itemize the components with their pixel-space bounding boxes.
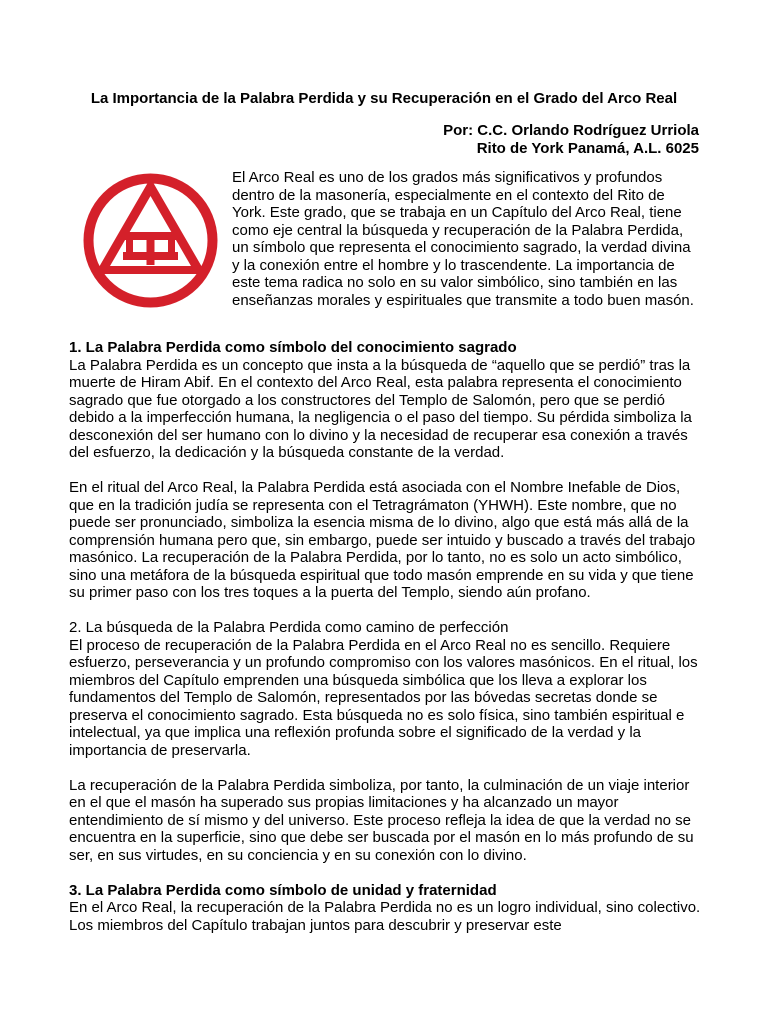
author-line: Por: C.C. Orlando Rodríguez Urriola — [443, 122, 699, 139]
section-paragraph: La recuperación de la Palabra Perdida simboliza, por tanto, la culminación de un viaje interior en el que el masón ha superado sus propias limitaciones y ha alcanzado un mayor entendimiento de sí mismo y del universo. Este proceso refleja la idea de que la verdad no se encuentra en la superficie, sino que debe ser buscada por el masón en lo más profundo de su ser, en sus virtudes, en su conciencia y en su conexión con lo divino. — [69, 776, 694, 864]
section-paragraph: El proceso de recuperación de la Palabra Perdida en el Arco Real no es sencillo. Requiere esfuerzo, perseverancia y un profundo compromiso con los valores masónicos. En el ritual, los miembros del Capítulo emprenden una búsqueda simbólica que los lleva a explorar los fundamentos del Templo de Salomón, representados por las bóvedas secretas donde se preserva el conocimiento sagrado. Esta búsqueda no es solo física, sino también espiritual e intelectual, ya que implica una reflexión profunda sobre el significado de la verdad y la importancia de preservarla. — [69, 636, 698, 759]
document-title: La Importancia de la Palabra Perdida y su Recuperación en el Grado del Arco Real — [90, 90, 678, 107]
section-paragraph: En el Arco Real, la recuperación de la Palabra Perdida no es un logro individual, sino colectivo. Los miembros del Capítulo trabajan juntos para descubrir y preservar este — [69, 899, 701, 934]
lodge-line: Rito de York Panamá, A.L. 6025 — [476, 139, 699, 157]
section-paragraph: En el ritual del Arco Real, la Palabra Perdida está asociada con el Nombre Inefable de Dios, que en la tradición judía se representa con el Tetragrámaton (YHWH). Este nombre, que no puede ser pronunciado, simboliza la esencia misma de lo divino, algo que está más allá de la comprensión humana pero que, sin embargo, puede ser intuido y buscado a través del trabajo masónico. La recuperación de la Palabra Perdida, por lo tanto, no es solo un acto simbólico, sino una metáfora de la búsqueda espiritual que todo masón emprende en su vida y que tiene su primer paso con los tres toques a la puerta del Templo, siendo aún profano. — [69, 479, 696, 601]
section-2 — [69, 619, 709, 864]
section-heading: 1. La Palabra Perdida como símbolo del conocimiento sagrado — [69, 339, 517, 356]
section-3 — [69, 882, 709, 935]
section-paragraph: La Palabra Perdida es un concepto que insta a la búsqueda de “aquello que se perdió” tras la muerte de Hiram Abif. En el contexto del Arco Real, esta palabra representa el conocimiento sagrado que fue otorgado a los constructores del Templo de Salomón, pero que se perdió debido a la imperfección humana, la negligencia o el paso del tiempo. Su pérdida simboliza la desconexión del ser humano con lo divino y la necesidad de recuperar esa conexión a través del esfuerzo, la dedicación y la búsqueda constante de la verdad. — [69, 356, 692, 461]
section-1 — [69, 339, 709, 602]
document-body — [69, 339, 709, 934]
royal-arch-triple-tau-emblem-icon — [78, 168, 223, 313]
section-heading: 3. La Palabra Perdida como símbolo de unidad y fraternidad — [69, 881, 497, 899]
author-block — [443, 122, 699, 157]
intro-paragraph: El Arco Real es uno de los grados más significativos y profundos dentro de la masonería, especialmente en el contexto del Rito de York. Este grado, que se trabaja en un Capítulo del Arco Real, tiene como eje central la búsqueda y recuperación de la Palabra Perdida, un símbolo que representa el conocimiento sagrado, la verdad divina y la conexión entre el hombre y lo trascendente. La importancia de este tema radica no solo en su valor simbólico, sino también en las enseñanzas morales y espirituales que transmite a todo buen masón. — [232, 169, 694, 309]
section-heading: 2. La búsqueda de la Palabra Perdida como camino de perfección — [69, 619, 509, 636]
